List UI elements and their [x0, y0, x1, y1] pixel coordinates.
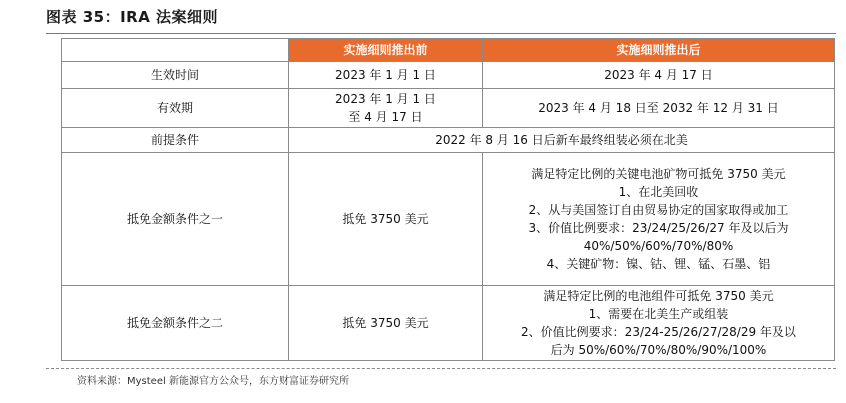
cell-line: 2、价值比例要求：23/24-25/26/27/28/29 年及以 — [521, 325, 796, 339]
cell-merged: 2022 年 8 月 16 日后新车最终组装必须在北美 — [289, 128, 835, 153]
cell-line: 4、关键矿物：镍、钴、锂、锰、石墨、铝 — [546, 257, 771, 271]
cell-line: 3、价值比例要求：23/24/25/26/27 年及以后为 — [528, 221, 789, 235]
row-label: 抵免金额条件之二 — [62, 286, 289, 361]
cell-line: 后为 50%/60%/70%/80%/90%/100% — [550, 343, 767, 357]
cell-line: 满足特定比例的关键电池矿物可抵免 3750 美元 — [531, 167, 786, 181]
table-header-row — [62, 39, 835, 62]
table-row — [62, 153, 835, 286]
row-label: 生效时间 — [62, 62, 289, 89]
cell-after — [483, 153, 835, 286]
source-note: 资料来源：Mysteel 新能源官方公众号，东方财富证券研究所 — [77, 376, 349, 387]
row-label: 抵免金额条件之一 — [62, 153, 289, 286]
cell-line: 抵免 3750 美元 — [342, 316, 429, 330]
ira-rules-table — [61, 38, 835, 361]
table-row — [62, 89, 835, 128]
table-row — [62, 128, 835, 153]
cell-line: 2023 年 1 月 1 日 — [335, 68, 436, 82]
figure-title: 图表 35：IRA 法案细则 — [46, 8, 219, 26]
cell-line: 40%/50%/60%/70%/80% — [583, 239, 734, 253]
header-before: 实施细则推出前 — [289, 39, 483, 62]
cell-after — [483, 62, 835, 89]
cell-line: 抵免 3750 美元 — [342, 212, 429, 226]
cell-before — [289, 153, 483, 286]
cell-line: 至 4 月 17 日 — [348, 110, 423, 124]
header-after: 实施细则推出后 — [483, 39, 835, 62]
cell-line: 2023 年 1 月 1 日 — [335, 92, 436, 106]
table-row — [62, 286, 835, 361]
cell-before — [289, 89, 483, 128]
cell-line: 1、在北美回收 — [618, 185, 699, 199]
cell-line: 满足特定比例的电池组件可抵免 3750 美元 — [543, 289, 774, 303]
cell-before — [289, 62, 483, 89]
cell-after — [483, 286, 835, 361]
row-label: 有效期 — [62, 89, 289, 128]
title-divider — [46, 33, 836, 34]
row-label: 前提条件 — [62, 128, 289, 153]
header-corner — [62, 39, 289, 62]
table-row — [62, 62, 835, 89]
cell-line: 2、从与美国签订自由贸易协定的国家取得或加工 — [528, 203, 789, 217]
cell-after — [483, 89, 835, 128]
cell-line: 2023 年 4 月 17 日 — [604, 68, 713, 82]
cell-line: 2023 年 4 月 18 日至 2032 年 12 月 31 日 — [538, 101, 779, 115]
source-divider — [46, 368, 836, 369]
cell-line: 1、需要在北美生产或组装 — [588, 307, 729, 321]
cell-before — [289, 286, 483, 361]
